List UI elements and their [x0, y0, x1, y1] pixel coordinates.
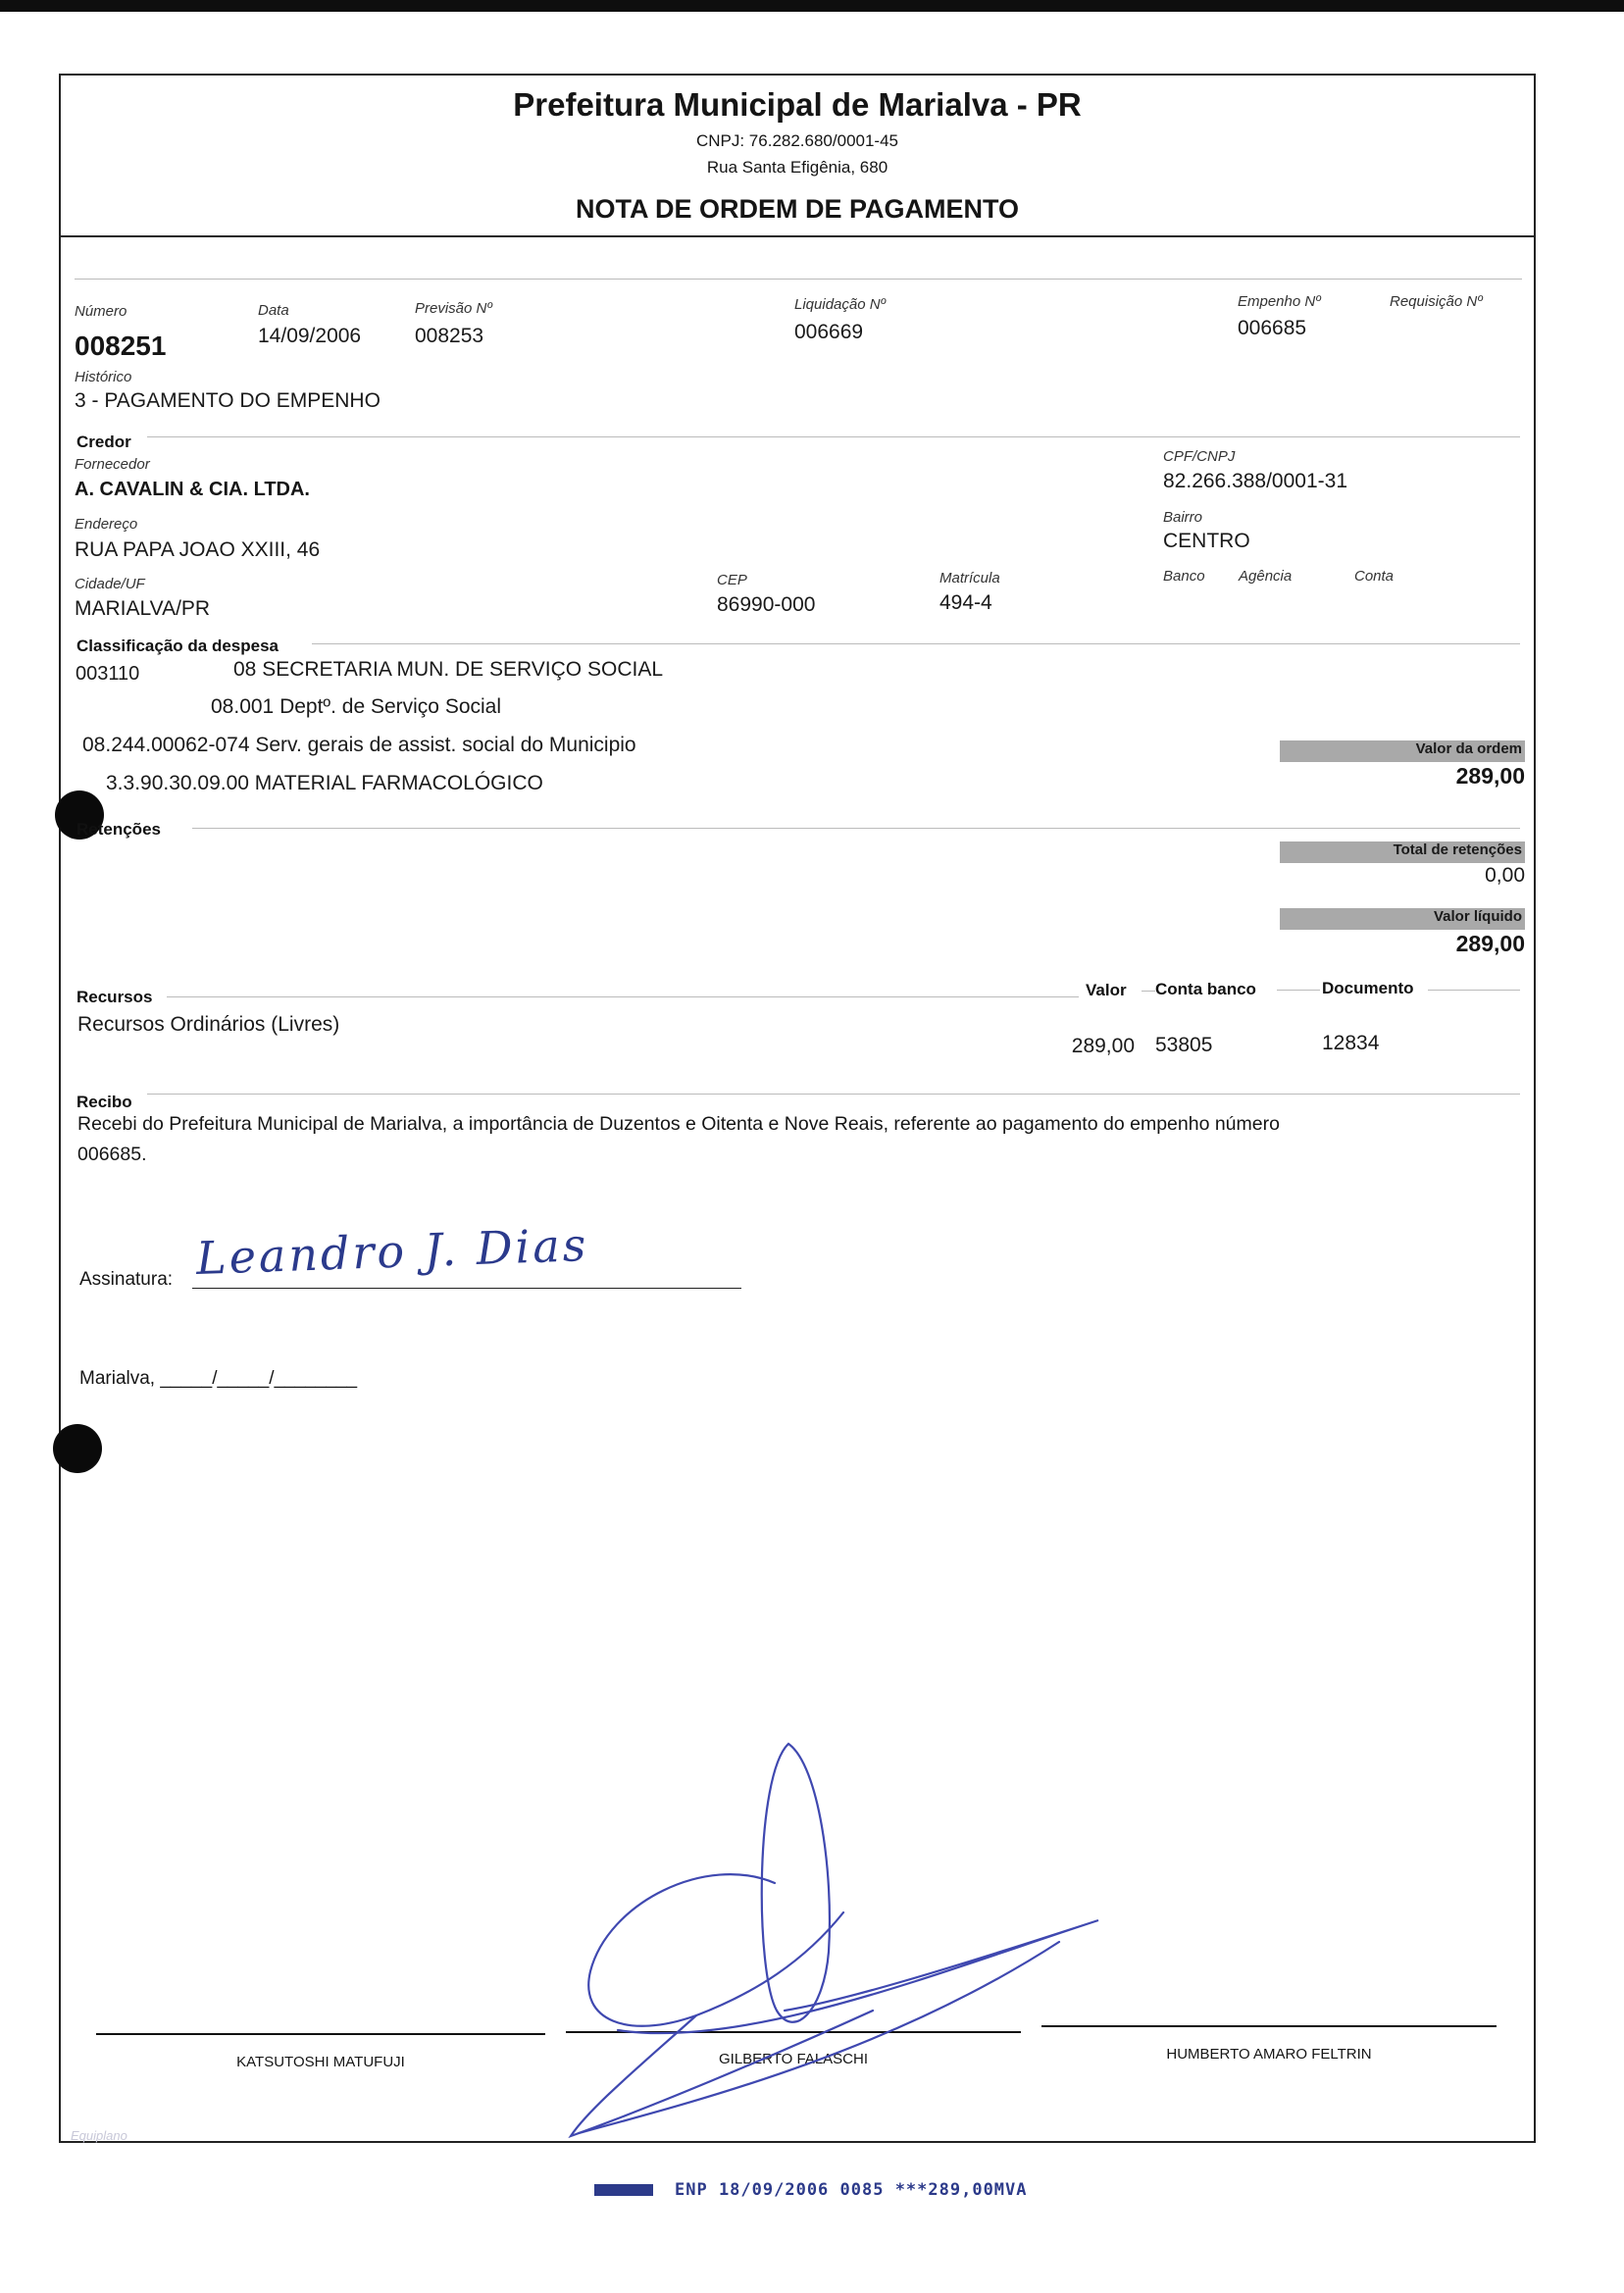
requisicao-label: Requisição Nº: [1390, 293, 1483, 310]
matricula-value: 494-4: [939, 591, 992, 614]
recursos-descricao: Recursos Ordinários (Livres): [77, 1013, 340, 1036]
historico-label: Histórico: [75, 369, 132, 385]
classificacao-line1: 08 SECRETARIA MUN. DE SERVIÇO SOCIAL: [233, 658, 664, 681]
cidade-label: Cidade/UF: [75, 576, 145, 592]
classificacao-line2: 08.001 Deptº. de Serviço Social: [211, 695, 502, 718]
cep-label: CEP: [717, 572, 747, 588]
classificacao-code: 003110: [76, 663, 140, 685]
endereco-value: RUA PAPA JOAO XXIII, 46: [75, 538, 321, 561]
recibo-text-line2: 006685.: [77, 1144, 147, 1165]
address: Rua Santa Efigênia, 680: [706, 158, 888, 177]
classificacao-section: Classificação da despesa: [76, 637, 279, 655]
cidade-value: MARIALVA/PR: [75, 597, 211, 620]
signature-line: [192, 1288, 741, 1289]
previsao-value: 008253: [415, 325, 484, 347]
local-data: Marialva, _____/_____/________: [79, 1368, 358, 1389]
total-retencoes-label: Total de retenções: [1280, 841, 1525, 863]
empenho-label: Empenho Nº: [1238, 293, 1321, 310]
divider: [312, 643, 1520, 644]
liquidacao-value: 006669: [794, 321, 864, 343]
liquidacao-label: Liquidação Nº: [794, 296, 887, 313]
divider: [1428, 990, 1520, 991]
banco-label: Banco: [1163, 568, 1205, 585]
valor-liquido-value: 289,00: [1455, 931, 1525, 956]
handwritten-signature: Leandro J. Dias: [195, 1218, 590, 1285]
previsao-label: Previsão Nº: [415, 300, 492, 317]
signature-scrawl: [549, 1736, 1118, 2148]
valor-ordem-value: 289,00: [1455, 763, 1525, 789]
empenho-value: 006685: [1238, 317, 1307, 339]
divider: [192, 828, 1520, 829]
bairro-value: CENTRO: [1163, 530, 1250, 552]
signatory-3: HUMBERTO AMARO FELTRIN: [1166, 2046, 1372, 2063]
classificacao-line4: 3.3.90.30.09.00 MATERIAL FARMACOLÓGICO: [106, 772, 543, 794]
retencoes-section: Retenções: [76, 820, 161, 839]
fornecedor-label: Fornecedor: [75, 456, 150, 473]
punch-hole-bottom: [53, 1424, 102, 1473]
cpf-value: 82.266.388/0001-31: [1163, 470, 1348, 492]
recursos-section: Recursos: [76, 988, 153, 1006]
payment-stamp: [594, 2180, 1028, 2200]
matricula-label: Matrícula: [939, 570, 1000, 586]
valor-liquido-label: Valor líquido: [1280, 908, 1525, 930]
assinatura-label: Assinatura:: [79, 1269, 174, 1290]
signatory-1: KATSUTOSHI MATUFUJI: [236, 2054, 405, 2070]
signatory-2: GILBERTO FALASCHI: [719, 2051, 868, 2067]
scan-top-edge: [0, 0, 1624, 12]
cpf-label: CPF/CNPJ: [1163, 448, 1236, 465]
recursos-valor: 289,00: [1071, 1035, 1135, 1057]
fornecedor-value: A. CAVALIN & CIA. LTDA.: [75, 479, 310, 500]
divider: [1142, 991, 1155, 992]
watermark: Equiplano: [71, 2128, 127, 2143]
recibo-section: Recibo: [76, 1093, 132, 1111]
documento-label: Documento: [1322, 979, 1414, 997]
total-retencoes-value: 0,00: [1485, 864, 1525, 887]
cep-value: 86990-000: [717, 593, 816, 616]
conta-banco-value: 53805: [1155, 1034, 1213, 1056]
cnpj: CNPJ: 76.282.680/0001-45: [695, 131, 899, 150]
signature-line-1: [96, 2033, 545, 2035]
historico-value: 3 - PAGAMENTO DO EMPENHO: [75, 389, 381, 412]
divider: [147, 436, 1520, 437]
conta-banco-label: Conta banco: [1155, 980, 1256, 998]
endereco-label: Endereço: [75, 516, 138, 533]
data-label: Data: [258, 302, 289, 319]
credor-section: Credor: [76, 433, 131, 451]
stamp-mark-icon: [594, 2184, 653, 2196]
agencia-label: Agência: [1239, 568, 1293, 585]
conta-label: Conta: [1354, 568, 1395, 585]
divider: [1277, 990, 1320, 991]
stamp-text: ENP 18/09/2006 0085 ***289,00MVA: [675, 2180, 1028, 2200]
classificacao-line3: 08.244.00062-074 Serv. gerais de assist. social do Municipio: [82, 734, 636, 756]
valor-ordem-label: Valor da ordem: [1280, 740, 1525, 762]
header-separator: [59, 235, 1536, 237]
recibo-text-line1: Recebi do Prefeitura Municipal de Marialva, a importância de Duzentos e Oitenta e Nove Reais, referente ao pagamento do empenho número: [77, 1113, 1280, 1135]
data-value: 14/09/2006: [258, 325, 362, 347]
bairro-label: Bairro: [1163, 509, 1203, 526]
divider: [167, 996, 1079, 997]
recursos-valor-label: Valor: [1086, 981, 1127, 999]
divider: [147, 1094, 1520, 1095]
numero-value: 008251: [75, 331, 167, 361]
divider: [75, 279, 1522, 280]
page-title: Prefeitura Municipal de Marialva - PR: [513, 86, 1082, 123]
numero-label: Número: [75, 303, 127, 320]
document-title: NOTA DE ORDEM DE PAGAMENTO: [575, 194, 1019, 224]
documento-value: 12834: [1322, 1032, 1380, 1054]
